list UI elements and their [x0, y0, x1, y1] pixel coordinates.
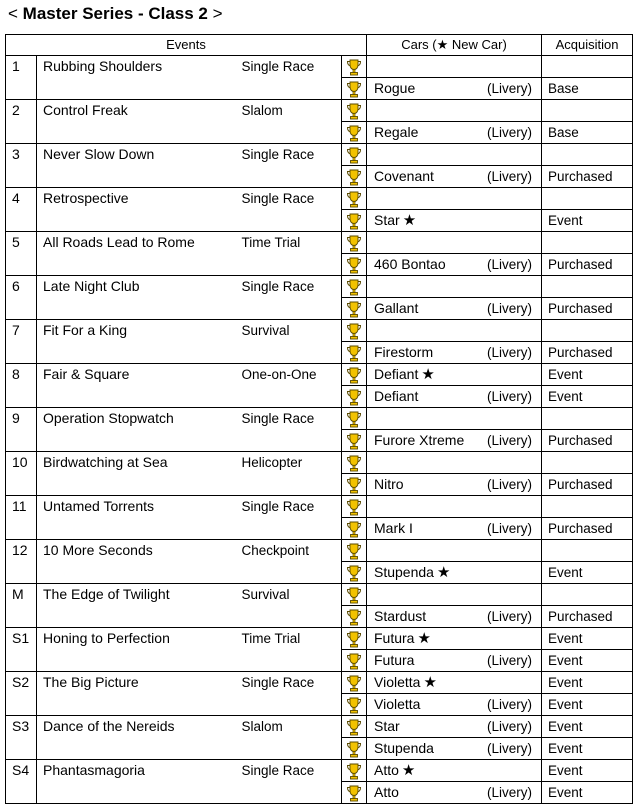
- trophy-cell: [342, 254, 367, 276]
- livery-label: (Livery): [486, 719, 532, 734]
- trophy-icon: [346, 719, 362, 736]
- trophy-icon: [346, 675, 362, 692]
- trophy-cell: [342, 210, 367, 232]
- car-cell: [367, 496, 542, 518]
- acquisition-cell: Event: [542, 694, 633, 716]
- car-cell: [367, 144, 542, 166]
- livery-label: (Livery): [486, 741, 532, 756]
- trophy-icon: [346, 59, 362, 76]
- car-name: Stupenda: [374, 564, 434, 580]
- table-row: [6, 716, 633, 738]
- trophy-cell: [342, 452, 367, 474]
- trophy-cell: [342, 496, 367, 518]
- event-type: Single Race: [242, 760, 342, 804]
- trophy-icon: [346, 257, 362, 274]
- car-cell: [367, 78, 542, 100]
- trophy-icon: [346, 785, 362, 802]
- trophy-cell: [342, 474, 367, 496]
- livery-label: (Livery): [486, 785, 532, 800]
- cars-header-prefix: Cars (: [401, 37, 437, 52]
- car-cell: [367, 716, 542, 738]
- table-row: [6, 188, 633, 210]
- car-name: Furore Xtreme: [374, 432, 465, 448]
- title-close-bracket: >: [212, 4, 223, 23]
- event-number: 3: [6, 144, 37, 188]
- trophy-icon: [346, 125, 362, 142]
- event-number: 11: [6, 496, 37, 540]
- car-name: Star: [374, 718, 400, 734]
- acquisition-cell: Event: [542, 760, 633, 782]
- trophy-cell: [342, 78, 367, 100]
- event-number: 6: [6, 276, 37, 320]
- trophy-icon: [346, 345, 362, 362]
- event-number: S1: [6, 628, 37, 672]
- livery-label: (Livery): [486, 301, 532, 316]
- trophy-icon: [346, 213, 362, 230]
- car-cell: [367, 254, 542, 276]
- event-name: Fit For a King: [37, 320, 242, 364]
- event-number: 1: [6, 56, 37, 100]
- star-icon: ★: [402, 212, 417, 229]
- event-type: Time Trial: [242, 232, 342, 276]
- event-type: Single Race: [242, 408, 342, 452]
- table-row: [6, 232, 633, 254]
- star-icon: ★: [436, 564, 451, 581]
- trophy-icon: [346, 367, 362, 384]
- trophy-cell: [342, 694, 367, 716]
- car-name: Atto: [374, 784, 399, 800]
- trophy-cell: [342, 122, 367, 144]
- star-icon: ★: [401, 762, 416, 779]
- acquisition-cell: Event: [542, 650, 633, 672]
- event-number: 7: [6, 320, 37, 364]
- car-name: Regale: [374, 124, 419, 140]
- trophy-cell: [342, 430, 367, 452]
- event-type: Single Race: [242, 56, 342, 100]
- car-cell: [367, 694, 542, 716]
- trophy-icon: [346, 455, 362, 472]
- trophy-cell: [342, 298, 367, 320]
- event-name: 10 More Seconds: [37, 540, 242, 584]
- acquisition-cell: Purchased: [542, 474, 633, 496]
- trophy-icon: [346, 763, 362, 780]
- livery-label: (Livery): [486, 81, 532, 96]
- event-type: Slalom: [242, 100, 342, 144]
- star-icon: ★: [417, 630, 431, 647]
- event-name: Never Slow Down: [37, 144, 242, 188]
- car-name: 460 Bontao: [374, 256, 446, 272]
- trophy-cell: [342, 386, 367, 408]
- car-name: Firestorm: [374, 344, 434, 360]
- trophy-icon: [346, 565, 362, 582]
- event-number: 8: [6, 364, 37, 408]
- trophy-icon: [346, 323, 362, 340]
- car-name: Atto: [374, 762, 399, 778]
- trophy-cell: [342, 738, 367, 760]
- page-title: [8, 4, 223, 24]
- trophy-icon: [346, 103, 362, 120]
- event-name: The Big Picture: [37, 672, 242, 716]
- trophy-cell: [342, 188, 367, 210]
- acquisition-cell: [542, 100, 633, 122]
- acquisition-cell: Event: [542, 210, 633, 232]
- car-cell: [367, 210, 542, 232]
- car-cell: [367, 188, 542, 210]
- event-name: All Roads Lead to Rome: [37, 232, 242, 276]
- acquisition-cell: Base: [542, 78, 633, 100]
- acquisition-cell: Event: [542, 716, 633, 738]
- table-row: [6, 144, 633, 166]
- event-type: Time Trial: [242, 628, 342, 672]
- table-row: [6, 628, 633, 650]
- table-row: [6, 56, 633, 78]
- trophy-cell: [342, 232, 367, 254]
- car-name: Stupenda: [374, 740, 434, 756]
- star-icon: ★: [421, 366, 435, 383]
- event-name: Control Freak: [37, 100, 242, 144]
- star-icon: ★: [423, 674, 437, 691]
- cars-header: [367, 35, 542, 56]
- cars-header-suffix: New Car): [448, 37, 507, 52]
- acquisition-cell: [542, 584, 633, 606]
- livery-label: (Livery): [486, 345, 532, 360]
- acquisition-cell: Event: [542, 738, 633, 760]
- acquisition-cell: Purchased: [542, 166, 633, 188]
- event-number: 4: [6, 188, 37, 232]
- trophy-icon: [346, 169, 362, 186]
- acquisition-cell: [542, 232, 633, 254]
- event-name: Rubbing Shoulders: [37, 56, 242, 100]
- trophy-cell: [342, 716, 367, 738]
- trophy-cell: [342, 760, 367, 782]
- car-name: Star: [374, 212, 400, 228]
- events-body: [6, 56, 633, 804]
- car-cell: [367, 166, 542, 188]
- events-table: [5, 34, 633, 804]
- trophy-cell: [342, 56, 367, 78]
- table-row: [6, 540, 633, 562]
- car-cell: [367, 628, 542, 650]
- trophy-icon: [346, 543, 362, 560]
- car-cell: [367, 540, 542, 562]
- acquisition-cell: Base: [542, 122, 633, 144]
- event-type: Single Race: [242, 188, 342, 232]
- event-number: S2: [6, 672, 37, 716]
- car-cell: [367, 408, 542, 430]
- car-cell: [367, 320, 542, 342]
- acquisition-cell: [542, 144, 633, 166]
- trophy-icon: [346, 741, 362, 758]
- car-name: Nitro: [374, 476, 404, 492]
- event-type: Survival: [242, 584, 342, 628]
- car-cell: [367, 584, 542, 606]
- car-cell: [367, 430, 542, 452]
- acquisition-cell: [542, 56, 633, 78]
- event-name: The Edge of Twilight: [37, 584, 242, 628]
- event-number: 2: [6, 100, 37, 144]
- car-name: Defiant: [374, 388, 419, 404]
- event-type: Survival: [242, 320, 342, 364]
- trophy-cell: [342, 628, 367, 650]
- car-name: Mark I: [374, 520, 413, 536]
- trophy-cell: [342, 100, 367, 122]
- event-name: Late Night Club: [37, 276, 242, 320]
- acquisition-cell: Purchased: [542, 254, 633, 276]
- event-number: 9: [6, 408, 37, 452]
- trophy-cell: [342, 408, 367, 430]
- event-number: 10: [6, 452, 37, 496]
- trophy-cell: [342, 606, 367, 628]
- table-row: [6, 496, 633, 518]
- acquisition-cell: Purchased: [542, 342, 633, 364]
- trophy-icon: [346, 301, 362, 318]
- trophy-icon: [346, 477, 362, 494]
- trophy-icon: [346, 147, 362, 164]
- event-number: S4: [6, 760, 37, 804]
- acquisition-cell: Purchased: [542, 606, 633, 628]
- table-row: [6, 364, 633, 386]
- livery-label: (Livery): [486, 169, 532, 184]
- acquisition-cell: [542, 496, 633, 518]
- trophy-cell: [342, 518, 367, 540]
- trophy-icon: [346, 609, 362, 626]
- acquisition-cell: Event: [542, 364, 633, 386]
- trophy-cell: [342, 166, 367, 188]
- car-cell: [367, 760, 542, 782]
- trophy-cell: [342, 276, 367, 298]
- acquisition-cell: Purchased: [542, 430, 633, 452]
- car-cell: [367, 122, 542, 144]
- event-type: Checkpoint: [242, 540, 342, 584]
- car-name: Covenant: [374, 168, 434, 184]
- event-type: Single Race: [242, 496, 342, 540]
- acquisition-cell: Purchased: [542, 518, 633, 540]
- title-text: Master Series - Class 2: [22, 4, 208, 23]
- acquisition-cell: Event: [542, 782, 633, 804]
- event-type: Single Race: [242, 672, 342, 716]
- event-name: Honing to Perfection: [37, 628, 242, 672]
- car-cell: [367, 650, 542, 672]
- table-row: [6, 100, 633, 122]
- table-row: [6, 276, 633, 298]
- car-cell: [367, 276, 542, 298]
- event-number: 5: [6, 232, 37, 276]
- car-name: Rogue: [374, 80, 416, 96]
- event-type: Helicopter: [242, 452, 342, 496]
- title-open-bracket: <: [8, 4, 18, 23]
- event-type: Single Race: [242, 276, 342, 320]
- trophy-cell: [342, 672, 367, 694]
- car-cell: [367, 364, 542, 386]
- trophy-cell: [342, 320, 367, 342]
- car-cell: [367, 386, 542, 408]
- trophy-cell: [342, 540, 367, 562]
- trophy-icon: [346, 279, 362, 296]
- car-name: Gallant: [374, 300, 419, 316]
- event-name: Phantasmagoria: [37, 760, 242, 804]
- table-row: [6, 452, 633, 474]
- acquisition-cell: Event: [542, 386, 633, 408]
- event-type: One-on-One: [242, 364, 342, 408]
- livery-label: (Livery): [486, 257, 532, 272]
- acquisition-cell: [542, 188, 633, 210]
- trophy-cell: [342, 562, 367, 584]
- trophy-icon: [346, 653, 362, 670]
- trophy-icon: [346, 191, 362, 208]
- acquisition-cell: [542, 452, 633, 474]
- car-name: Defiant: [374, 366, 419, 382]
- trophy-cell: [342, 342, 367, 364]
- livery-label: (Livery): [486, 653, 532, 668]
- event-number: M: [6, 584, 37, 628]
- acquisition-cell: [542, 540, 633, 562]
- car-cell: [367, 474, 542, 496]
- car-cell: [367, 518, 542, 540]
- trophy-icon: [346, 235, 362, 252]
- trophy-cell: [342, 584, 367, 606]
- table-row: [6, 760, 633, 782]
- acquisition-cell: Event: [542, 672, 633, 694]
- livery-label: (Livery): [486, 609, 532, 624]
- acquisition-cell: Event: [542, 562, 633, 584]
- header-row: [6, 35, 633, 56]
- event-name: Fair & Square: [37, 364, 242, 408]
- acquisition-cell: [542, 408, 633, 430]
- car-name: Stardust: [374, 608, 427, 624]
- trophy-icon: [346, 587, 362, 604]
- trophy-cell: [342, 782, 367, 804]
- acquisition-cell: [542, 320, 633, 342]
- car-cell: [367, 738, 542, 760]
- car-cell: [367, 672, 542, 694]
- livery-label: (Livery): [486, 433, 532, 448]
- car-cell: [367, 232, 542, 254]
- car-name: Futura: [374, 630, 415, 646]
- event-type: Single Race: [242, 144, 342, 188]
- event-type: Slalom: [242, 716, 342, 760]
- event-number: 12: [6, 540, 37, 584]
- car-cell: [367, 452, 542, 474]
- trophy-icon: [346, 433, 362, 450]
- event-name: Operation Stopwatch: [37, 408, 242, 452]
- event-name: Untamed Torrents: [37, 496, 242, 540]
- trophy-icon: [346, 697, 362, 714]
- car-name: Futura: [374, 652, 415, 668]
- car-name: Violetta: [374, 696, 421, 712]
- acquisition-header: Acquisition: [542, 35, 633, 56]
- livery-label: (Livery): [486, 125, 532, 140]
- star-icon: ★: [436, 37, 449, 52]
- car-cell: [367, 56, 542, 78]
- livery-label: (Livery): [486, 389, 532, 404]
- trophy-icon: [346, 389, 362, 406]
- livery-label: (Livery): [486, 477, 532, 492]
- car-cell: [367, 100, 542, 122]
- trophy-cell: [342, 364, 367, 386]
- trophy-icon: [346, 499, 362, 516]
- acquisition-cell: Purchased: [542, 298, 633, 320]
- event-name: Dance of the Nereids: [37, 716, 242, 760]
- table-row: [6, 584, 633, 606]
- car-cell: [367, 298, 542, 320]
- table-row: [6, 320, 633, 342]
- event-number: S3: [6, 716, 37, 760]
- acquisition-cell: Event: [542, 628, 633, 650]
- event-name: Birdwatching at Sea: [37, 452, 242, 496]
- trophy-icon: [346, 521, 362, 538]
- trophy-icon: [346, 81, 362, 98]
- trophy-icon: [346, 411, 362, 428]
- trophy-cell: [342, 144, 367, 166]
- events-header: Events: [6, 35, 367, 56]
- event-name: Retrospective: [37, 188, 242, 232]
- car-cell: [367, 342, 542, 364]
- table-row: [6, 408, 633, 430]
- table-row: [6, 672, 633, 694]
- livery-label: (Livery): [486, 521, 532, 536]
- car-cell: [367, 782, 542, 804]
- car-name: Violetta: [374, 674, 421, 690]
- car-cell: [367, 562, 542, 584]
- livery-label: (Livery): [486, 697, 532, 712]
- trophy-icon: [346, 631, 362, 648]
- car-cell: [367, 606, 542, 628]
- acquisition-cell: [542, 276, 633, 298]
- trophy-cell: [342, 650, 367, 672]
